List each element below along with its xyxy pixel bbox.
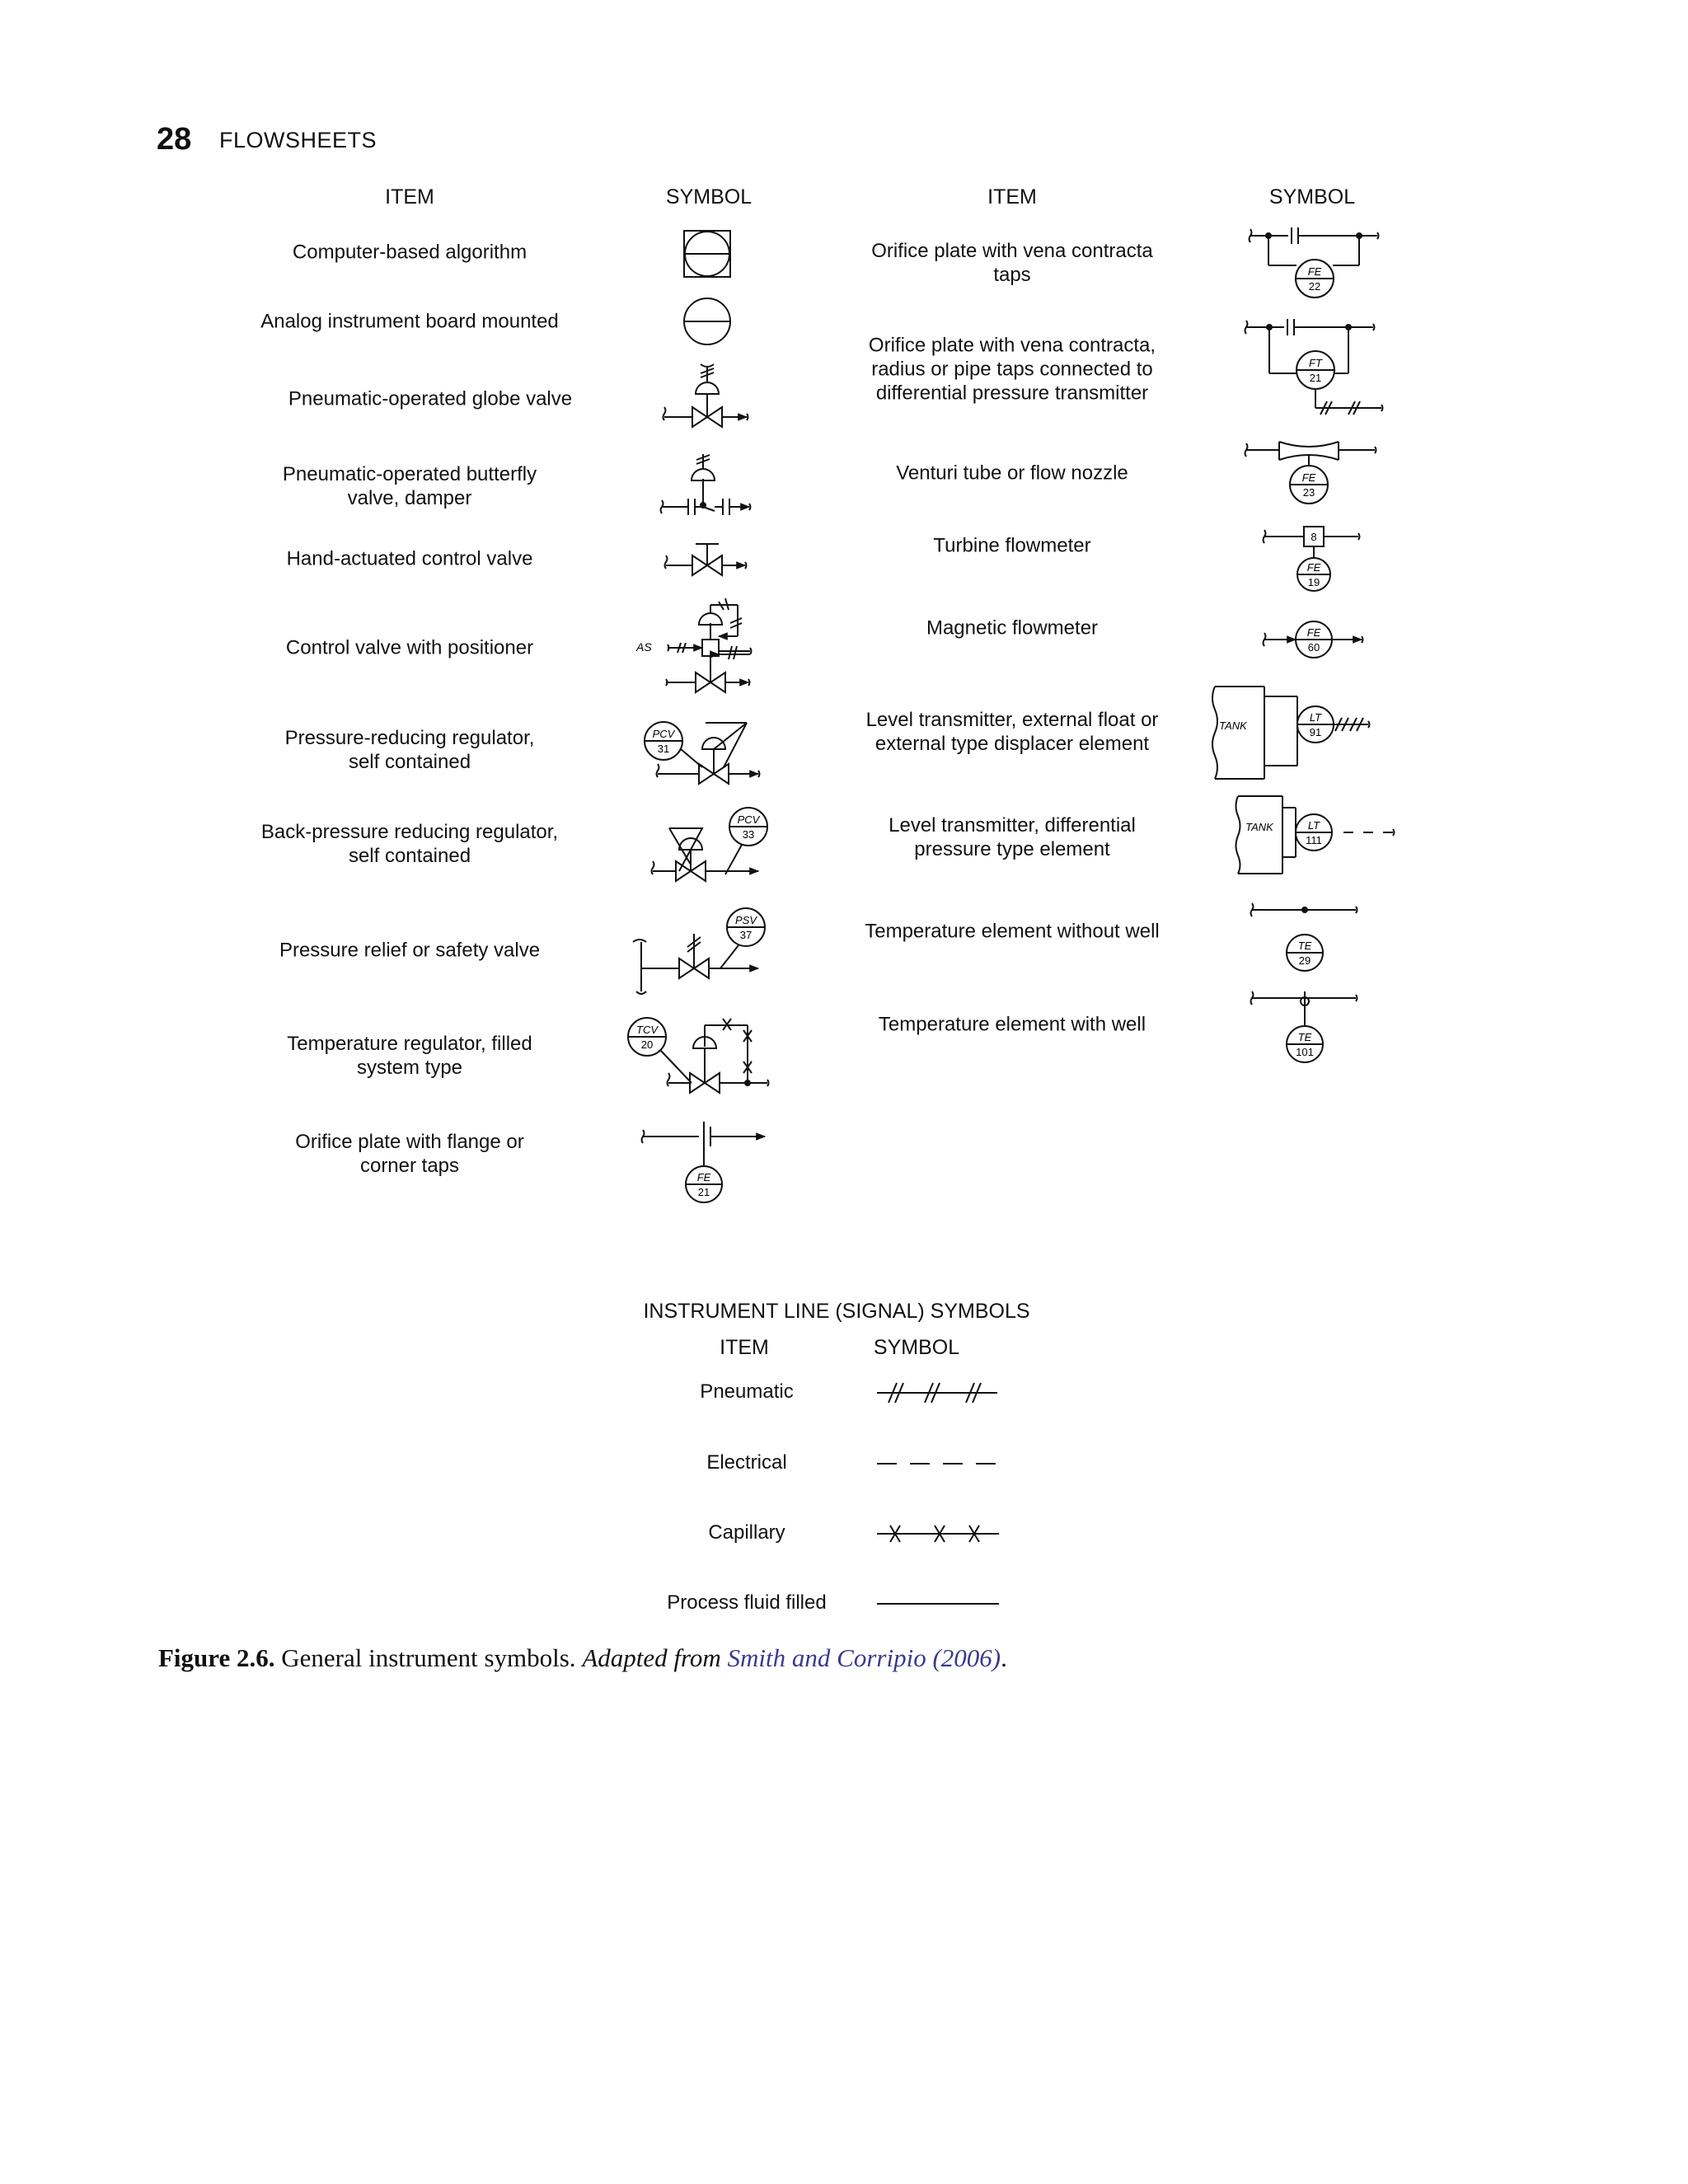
hand-valve-icon xyxy=(659,536,758,585)
item-temp-well: Temperature element with well xyxy=(878,1013,1146,1036)
signal-item-header: ITEM xyxy=(720,1336,769,1359)
temperature-regulator-icon xyxy=(622,1014,779,1104)
item-venturi: Venturi tube or flow nozzle xyxy=(896,462,1128,485)
item-orifice-transmitter: Orifice plate with vena contracta, radius or pipe taps connected to differential pressure transmitter xyxy=(868,334,1156,405)
relief-valve-icon xyxy=(626,902,775,1001)
back-pressure-regulator-icon xyxy=(643,804,783,894)
fe22-tag-number: 22 xyxy=(1308,280,1321,293)
positioner-valve-icon xyxy=(626,593,775,701)
lt91-tag-number: 91 xyxy=(1309,726,1322,738)
ft21-tag-letters: FT xyxy=(1309,357,1322,369)
running-head: FLOWSHEETS xyxy=(219,128,377,152)
fe21-tag-number: 21 xyxy=(697,1186,710,1198)
globe-valve-icon xyxy=(659,363,758,437)
item-level-float: Level transmitter, external float or external type displacer element xyxy=(865,709,1159,755)
left-symbol-header: SYMBOL xyxy=(665,185,753,209)
capillary-line-icon xyxy=(874,1517,1006,1550)
fe23-tag-number: 23 xyxy=(1302,486,1315,499)
orifice-flange-icon xyxy=(635,1117,775,1207)
venturi-icon xyxy=(1236,437,1393,507)
computer-algorithm-icon xyxy=(676,226,742,284)
te101-tag-letters: TE xyxy=(1297,1031,1312,1043)
item-temperature-regulator: Temperature regulator, filled system type xyxy=(287,1033,532,1079)
fe23-tag-letters: FE xyxy=(1301,471,1316,484)
item-butterfly-valve: Pneumatic-operated butterfly valve, damper xyxy=(282,463,537,509)
level-dp-icon xyxy=(1228,791,1409,878)
process-line-icon xyxy=(874,1587,1006,1620)
electrical-line-icon xyxy=(874,1447,1006,1480)
right-symbol-header: SYMBOL xyxy=(1268,185,1356,209)
tank-label: TANK xyxy=(1219,719,1247,732)
fe22-tag-letters: FE xyxy=(1307,265,1322,278)
caption-label: Figure 2.6. xyxy=(158,1643,275,1672)
item-positioner-valve: Control valve with positioner xyxy=(285,636,534,659)
orifice-vena-icon xyxy=(1240,224,1389,307)
level-float-icon xyxy=(1203,680,1393,783)
lt111-tag-number: 111 xyxy=(1306,834,1322,846)
pcv31-tag-letters: PCV xyxy=(652,728,675,740)
orifice-transmitter-icon xyxy=(1236,316,1393,423)
pressure-reducing-regulator-icon xyxy=(635,713,775,795)
caption-source-prefix: Adapted from xyxy=(582,1643,721,1672)
pcv31-tag-number: 31 xyxy=(657,743,670,755)
pneumatic-line-icon xyxy=(874,1376,1006,1409)
magnetic-flowmeter-icon xyxy=(1253,620,1376,665)
caption-end: . xyxy=(1001,1643,1007,1672)
signal-electrical-label: Electrical xyxy=(706,1451,787,1474)
fe19-tag-letters: FE xyxy=(1306,561,1321,574)
item-computer-algorithm: Computer-based algorithm xyxy=(292,241,528,264)
te29-tag-number: 29 xyxy=(1298,954,1311,967)
psv37-tag-number: 37 xyxy=(739,929,753,941)
item-orifice-vena: Orifice plate with vena contracta taps xyxy=(871,240,1153,286)
lt91-tag-letters: LT xyxy=(1309,711,1322,724)
item-globe-valve: Pneumatic-operated globe valve xyxy=(288,387,573,410)
psv37-tag-letters: PSV xyxy=(734,914,757,926)
fe60-tag-number: 60 xyxy=(1307,641,1320,654)
caption-text: General instrument symbols. xyxy=(281,1643,576,1672)
signal-pneumatic-label: Pneumatic xyxy=(700,1380,794,1403)
item-orifice-flange: Orifice plate with flange or corner taps xyxy=(295,1131,524,1177)
item-temp-element: Temperature element without well xyxy=(865,920,1160,943)
board-instrument-icon xyxy=(676,294,742,352)
air-supply-tag: AS xyxy=(636,640,652,654)
item-relief-valve: Pressure relief or safety valve xyxy=(279,939,541,962)
signal-process-label: Process fluid filled xyxy=(667,1591,827,1614)
lt111-tag-letters: LT xyxy=(1307,819,1320,832)
fe60-tag-letters: FE xyxy=(1306,626,1321,639)
pcv33-tag-number: 33 xyxy=(742,828,755,841)
pcv33-tag-letters: PCV xyxy=(737,813,760,826)
caption-source-link[interactable]: Smith and Corripio (2006) xyxy=(727,1643,1001,1672)
signal-capillary-label: Capillary xyxy=(708,1521,785,1544)
turbine-box-label: 8 xyxy=(1311,531,1317,543)
temp-element-icon xyxy=(1240,897,1364,975)
item-magnetic: Magnetic flowmeter xyxy=(926,616,1099,640)
right-item-header: ITEM xyxy=(987,185,1037,209)
item-pressure-reducing: Pressure-reducing regulator, self contained xyxy=(284,727,535,773)
item-back-pressure: Back-pressure reducing regulator, self contained xyxy=(260,821,559,867)
ft21-tag-number: 21 xyxy=(1309,372,1322,384)
fe21-tag-letters: FE xyxy=(696,1171,711,1183)
item-turbine: Turbine flowmeter xyxy=(933,534,1091,557)
tcv20-tag-letters: TCV xyxy=(636,1024,658,1036)
turbine-flowmeter-icon xyxy=(1253,523,1376,602)
item-analog-board: Analog instrument board mounted xyxy=(260,310,559,333)
signal-symbol-header: SYMBOL xyxy=(873,1336,960,1359)
signal-section-title: INSTRUMENT LINE (SIGNAL) SYMBOLS xyxy=(643,1300,1030,1323)
left-item-header: ITEM xyxy=(385,185,434,209)
tank-dp-label: TANK xyxy=(1245,821,1273,833)
te101-tag-number: 101 xyxy=(1296,1046,1314,1058)
item-hand-valve: Hand-actuated control valve xyxy=(286,547,533,570)
te29-tag-letters: TE xyxy=(1297,940,1312,952)
tcv20-tag-number: 20 xyxy=(640,1038,654,1051)
item-level-dp: Level transmitter, differential pressure type element xyxy=(889,814,1136,860)
temp-well-icon xyxy=(1240,985,1364,1067)
page-number: 28 xyxy=(157,122,192,157)
butterfly-valve-icon xyxy=(655,449,762,523)
figure-caption xyxy=(158,1643,1007,1673)
fe19-tag-number: 19 xyxy=(1307,576,1320,588)
